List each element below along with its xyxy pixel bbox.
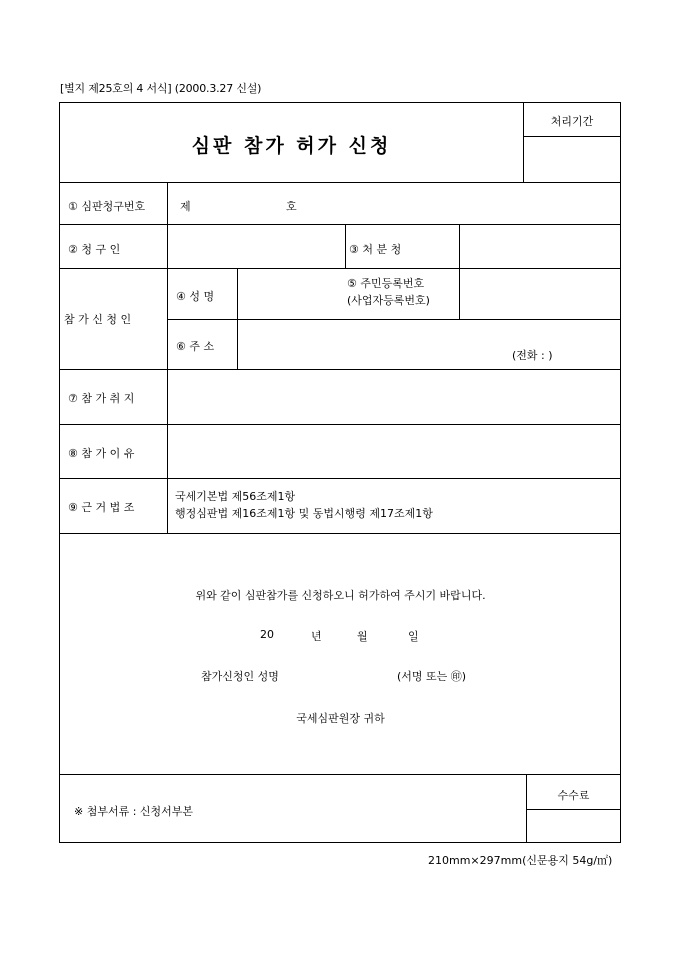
address-field[interactable]	[238, 320, 620, 368]
legal-basis-line1: 국세기본법 제56조제1항	[175, 490, 296, 503]
date-year-prefix: 20	[260, 628, 274, 641]
phone-hint: (전화 : )	[512, 349, 553, 362]
claim-number-field[interactable]	[200, 189, 280, 217]
disposition-office-label: ③ 처 분 청	[349, 243, 402, 256]
fee-field[interactable]	[527, 810, 620, 842]
legal-basis-value	[175, 488, 433, 522]
signature-hint: (서명 또는 ㊞)	[397, 670, 467, 683]
claim-number-suffix: 호	[286, 200, 297, 213]
date-year-label: 년	[311, 630, 322, 643]
registration-number-label	[347, 275, 430, 309]
participation-purpose-label: ⑦ 참 가 취 지	[68, 392, 135, 405]
name-label: ④ 성 명	[176, 290, 215, 303]
participation-reason-label: ⑧ 참 가 이 유	[68, 447, 135, 460]
legal-basis-line2: 행정심판법 제16조제1항 및 동법시행령 제17조제1항	[175, 507, 433, 520]
registration-number-label-line2: (사업자등록번호)	[347, 294, 430, 307]
signer-name-field[interactable]	[292, 661, 392, 685]
claim-number-prefix: 제	[180, 200, 191, 213]
participation-reason-field[interactable]	[168, 425, 620, 477]
application-form	[59, 102, 621, 843]
attachment-note: ※ 첨부서류 : 신청서부본	[74, 805, 194, 818]
registration-number-field[interactable]	[460, 269, 620, 319]
addressee: 국세심판원장 귀하	[296, 712, 385, 725]
processing-period-label: 처리기간	[550, 115, 594, 128]
date-day-label: 일	[408, 630, 419, 643]
disposition-office-field[interactable]	[460, 225, 620, 267]
date-month-label: 월	[357, 630, 368, 643]
paper-spec: 210mm×297mm(신문용지 54g/㎡)	[428, 854, 613, 867]
registration-number-label-line1: ⑤ 주민등록번호	[347, 277, 425, 290]
form-reference: [별지 제25호의 4 서식] (2000.3.27 신설)	[60, 82, 262, 95]
form-title: 심판 참가 허가 신청	[191, 135, 392, 157]
claimant-label: ② 청 구 인	[68, 243, 121, 256]
address-label: ⑥ 주 소	[176, 340, 215, 353]
claimant-field[interactable]	[168, 225, 344, 267]
signer-label: 참가신청인 성명	[201, 670, 279, 683]
participation-purpose-field[interactable]	[168, 370, 620, 423]
processing-period-field[interactable]	[524, 137, 620, 181]
claim-number-label: ① 심판청구번호	[68, 200, 146, 213]
application-statement: 위와 같이 심판참가를 신청하오니 허가하여 주시기 바랍니다.	[195, 589, 486, 602]
participant-label: 참 가 신 청 인	[64, 313, 132, 326]
legal-basis-label: ⑨ 근 거 법 조	[68, 501, 135, 514]
name-field[interactable]	[238, 269, 344, 319]
fee-label: 수수료	[557, 789, 590, 802]
